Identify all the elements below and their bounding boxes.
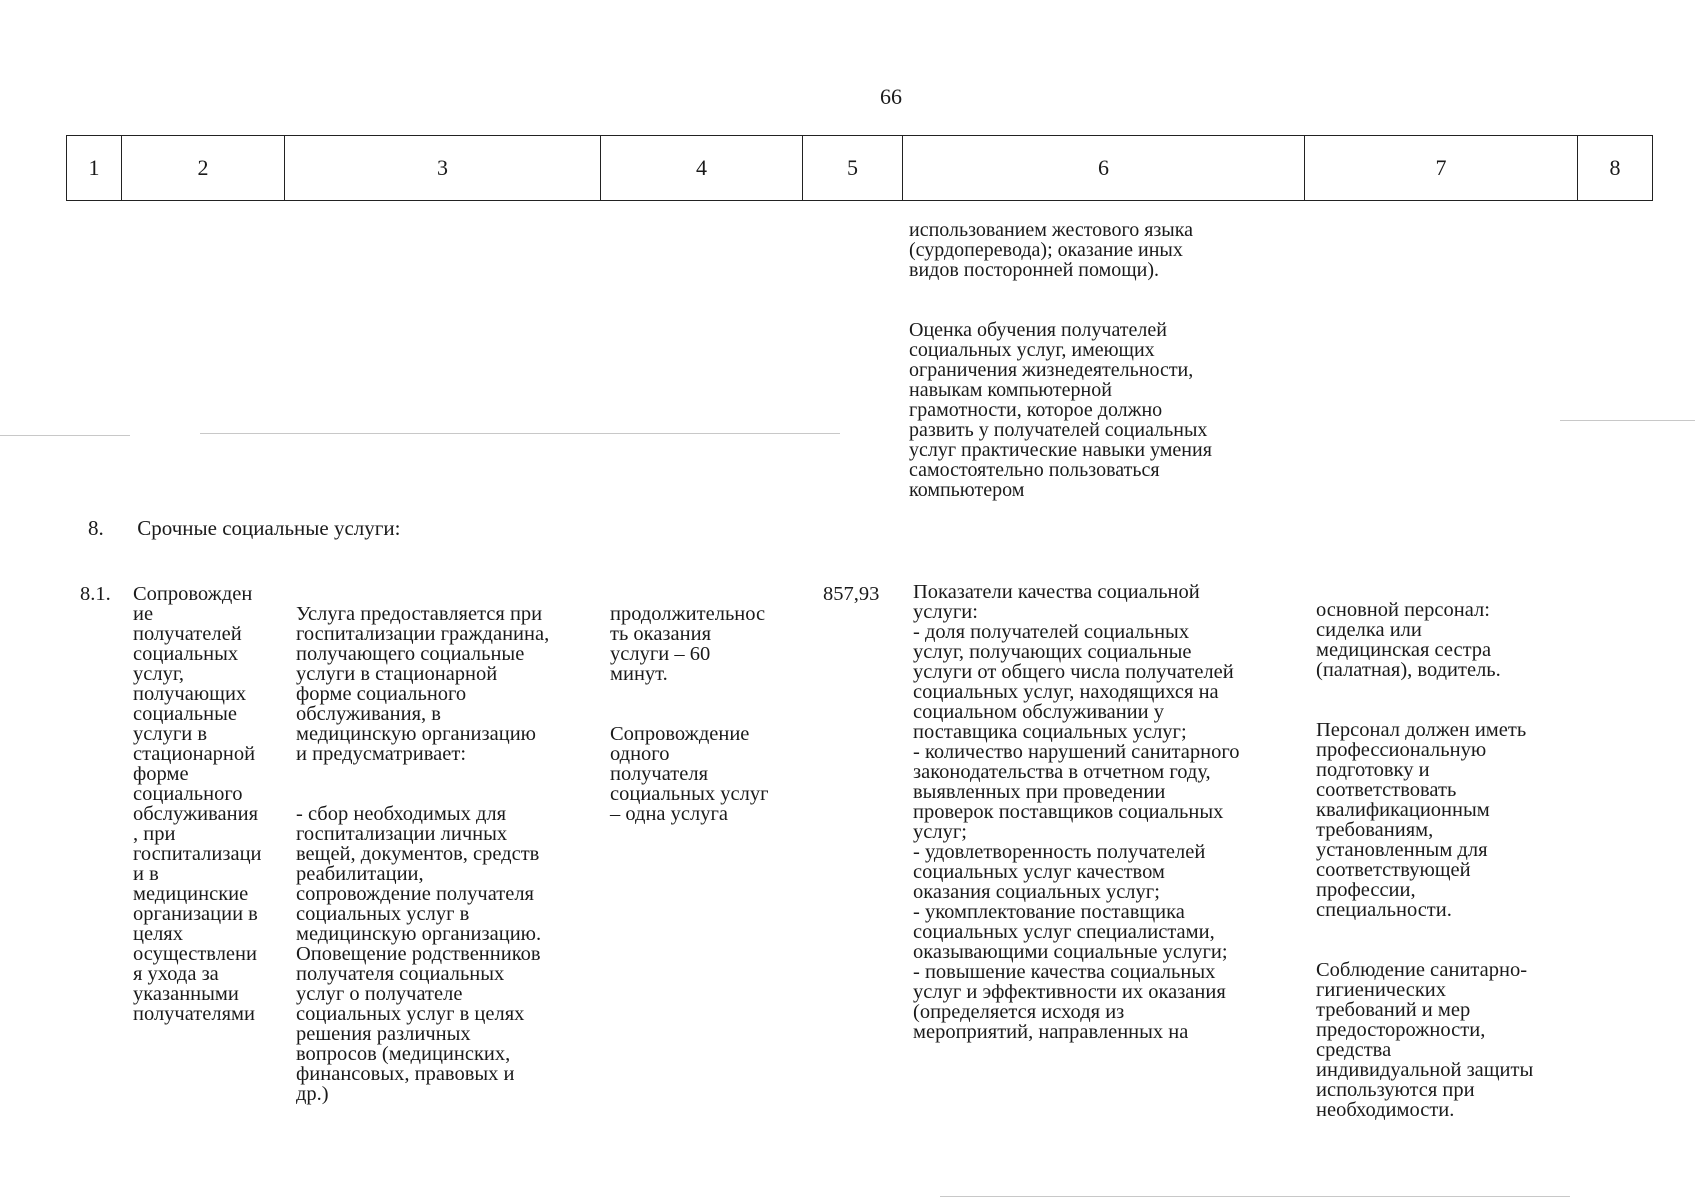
service-description bbox=[296, 584, 606, 1144]
section-title: Срочные социальные услуги: bbox=[137, 516, 401, 540]
page-number: 66 bbox=[880, 84, 902, 109]
staff-paragraph-2: Персонал должен иметь профессиональную подготовку и соответствовать квалификационным требованиям, установленным для соответствующей профессии, специальности. bbox=[1316, 719, 1527, 921]
section-number: 8. bbox=[88, 516, 104, 540]
column-number-header bbox=[66, 135, 1653, 201]
header-col-3: 3 bbox=[285, 136, 601, 201]
service-name: Сопровожден ие получателей социальных услуг, получающих социальные услуги в стационарной форме социального обслуживания , при госпитализаци и в медицинские организации в целях осуществлени я ухода за указанными получателями bbox=[133, 583, 262, 1025]
scan-artifact-line bbox=[940, 1196, 1570, 1197]
service-price: 857,93 bbox=[823, 583, 880, 605]
header-col-2: 2 bbox=[122, 136, 285, 201]
header-col-8: 8 bbox=[1578, 136, 1653, 201]
header-row bbox=[67, 136, 1653, 201]
header-col-5: 5 bbox=[803, 136, 903, 201]
scan-artifact-line bbox=[1560, 420, 1695, 421]
row-number: 8.1. bbox=[80, 583, 111, 605]
header-col-7: 7 bbox=[1305, 136, 1578, 201]
description-paragraph-1: Услуга предоставляется при госпитализации гражданина, получающего социальные услуги в стационарной форме социального обслуживания, в медицинскую организацию и предусматривает: bbox=[296, 603, 550, 765]
duration-paragraph-2: Сопровождение одного получателя социальных услуг – одна услуга bbox=[610, 723, 769, 825]
section-heading bbox=[88, 516, 400, 541]
scan-artifact-line bbox=[0, 435, 130, 436]
header-col-6: 6 bbox=[903, 136, 1305, 201]
continuation-paragraph-2: Оценка обучения получателей социальных услуг, имеющих ограничения жизнедеятельности, навыкам компьютерной грамотности, которое должно развить у получателей социальных услуг практические навыки умения самостоятельно пользоваться компьютером bbox=[909, 319, 1212, 501]
staff-paragraph-1: основной персонал: сиделка или медицинская сестра (палатная), водитель. bbox=[1316, 599, 1501, 681]
continuation-paragraph-1: использованием жестового языка (сурдоперевода); оказание иных видов посторонней помощи). bbox=[909, 219, 1194, 281]
staff-paragraph-3: Соблюдение санитарно- гигиенических требований и мер предосторожности, средства индивидуальной защиты используются при необходимости. bbox=[1316, 959, 1534, 1121]
header-col-4: 4 bbox=[601, 136, 803, 201]
staff-requirements bbox=[1316, 580, 1616, 1160]
duration-paragraph-1: продолжительнос ть оказания услуги – 60 минут. bbox=[610, 603, 766, 685]
continuation-text bbox=[909, 200, 1299, 540]
service-duration bbox=[610, 584, 810, 864]
scan-artifact-line bbox=[200, 433, 840, 434]
quality-indicators: Показатели качества социальной услуги: - доля получателей социальных услуг, получающих социальные услуги от общего числа получателей социальных услуг, находящихся на социальном обслуживании у поставщика социальных услуг; - количество нарушений санитарного законодательства в отчетном году, выявленных при проведении проверок поставщиков социальных услуг; - удовлетворенность получателей социальных услуг качеством оказания социальных услуг; - укомплектование поставщика социальных услуг специалистами, оказывающими социальные услуги; - повышение качества социальных услуг и эффективности их оказания (определяется исходя из мероприятий, направленных на bbox=[913, 581, 1240, 1043]
description-paragraph-2: - сбор необходимых для госпитализации личных вещей, документов, средств реабилитации, сопровождение получателя социальных услуг в медицинскую организацию. Оповещение родственников получателя социальных услуг о получателе социальных услуг в целях решения различных вопросов (медицинских, финансовых, правовых и др.) bbox=[296, 803, 542, 1105]
header-col-1: 1 bbox=[67, 136, 122, 201]
